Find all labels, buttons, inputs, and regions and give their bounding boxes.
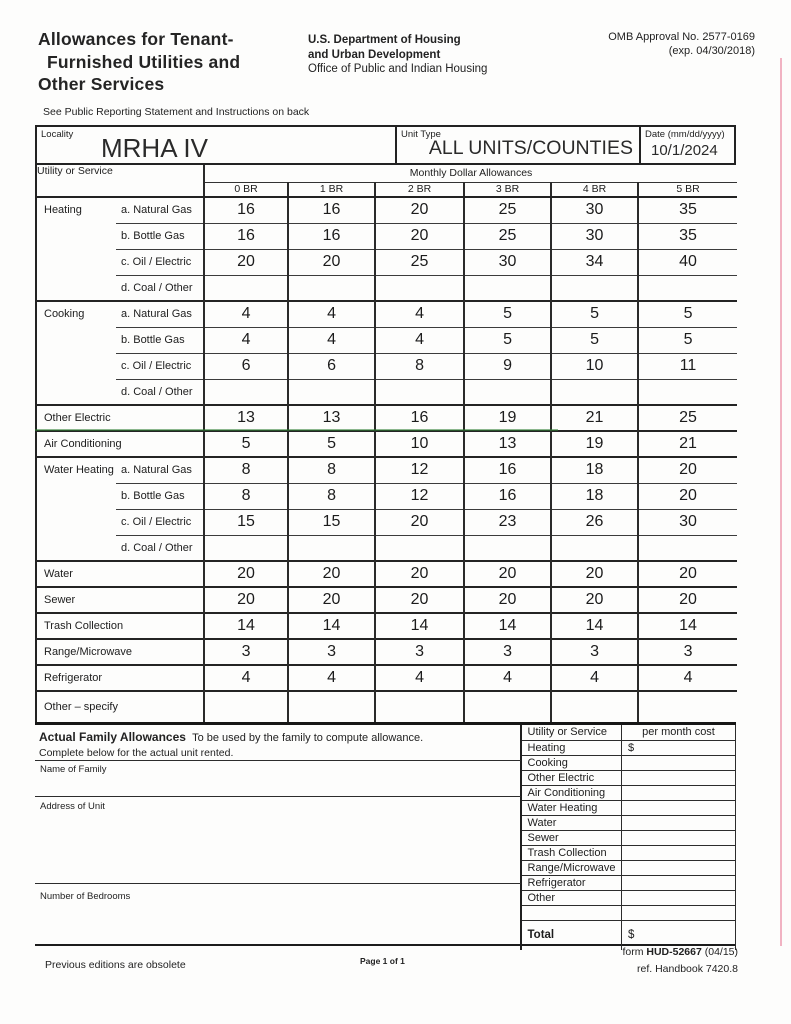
allowance-value-cell: 8: [204, 457, 288, 483]
allowance-value-cell: 23: [464, 509, 551, 535]
utility-category-label: Cooking: [36, 301, 116, 405]
allowance-value-cell: 8: [288, 483, 375, 509]
table-header-band: [36, 165, 737, 182]
allowance-value-cell: [551, 275, 638, 301]
allowance-value-cell: 25: [464, 223, 551, 249]
allowance-row: [36, 223, 737, 249]
allowance-value-cell: [638, 535, 737, 561]
allowance-value-cell: 5: [551, 301, 638, 327]
allowance-value-cell: 4: [288, 665, 375, 691]
page-number: Page 1 of 1: [360, 956, 405, 966]
allowance-value-cell: 15: [288, 509, 375, 535]
allowance-value-cell: 20: [638, 561, 737, 587]
utility-subrow-label: b. Bottle Gas: [116, 327, 204, 353]
allowance-row: [36, 275, 737, 301]
divider: [35, 883, 521, 884]
cost-row-value: [622, 815, 736, 830]
utility-subrow-label: b. Bottle Gas: [116, 223, 204, 249]
utility-subrow-label: d. Coal / Other: [116, 379, 204, 405]
allowance-row: [36, 301, 737, 327]
allowance-value-cell: 3: [288, 639, 375, 665]
allowance-value-cell: 4: [375, 301, 464, 327]
allowance-value-cell: 25: [464, 197, 551, 223]
divider: [35, 796, 521, 797]
cost-row-label: Other: [521, 890, 622, 905]
allowance-row: [36, 587, 737, 613]
allowance-row: [36, 509, 737, 535]
cost-table-header: [521, 725, 736, 740]
cost-row: [521, 890, 736, 905]
actual-allowances-note: To be used by the family to compute allowance.: [192, 732, 424, 744]
allowance-row: [36, 483, 737, 509]
total-value: $: [622, 920, 736, 950]
utility-category-label: Other Electric: [36, 405, 204, 431]
unit-type-field: [395, 127, 639, 163]
actual-family-allowances-section: [35, 722, 736, 946]
allowance-value-cell: 21: [551, 405, 638, 431]
allowance-value-cell: 8: [204, 483, 288, 509]
address-of-unit-label: Address of Unit: [40, 801, 105, 812]
allowance-value-cell: 30: [464, 249, 551, 275]
allowance-value-cell: [638, 379, 737, 405]
allowance-value-cell: 4: [288, 301, 375, 327]
agency-line1: U.S. Department of Housing: [308, 34, 461, 46]
col-header-3br: 3 BR: [464, 182, 551, 197]
allowance-row: [36, 405, 737, 431]
allowance-value-cell: 19: [464, 405, 551, 431]
allowance-value-cell: 4: [638, 665, 737, 691]
allowance-value-cell: 4: [375, 665, 464, 691]
allowance-value-cell: 20: [375, 197, 464, 223]
cost-row: [521, 815, 736, 830]
page-title-line3: Other Services: [38, 74, 165, 94]
allowance-value-cell: [375, 535, 464, 561]
utility-subrow-label: d. Coal / Other: [116, 275, 204, 301]
allowance-value-cell: 30: [551, 197, 638, 223]
scan-artifact-pink-line: [780, 58, 782, 946]
col-header-4br: 4 BR: [551, 182, 638, 197]
agency-line2: and Urban Development: [308, 48, 441, 61]
allowance-value-cell: 16: [288, 197, 375, 223]
agency-block: [308, 33, 487, 77]
allowance-value-cell: 20: [464, 561, 551, 587]
utility-subrow-label: d. Coal / Other: [116, 535, 204, 561]
allowance-value-cell: 14: [204, 613, 288, 639]
cost-row: [521, 830, 736, 845]
allowance-value-cell: 8: [288, 457, 375, 483]
allowance-value-cell: 25: [375, 249, 464, 275]
cost-row-label: Water: [521, 815, 622, 830]
page-title-line2: Furnished Utilities and: [47, 51, 241, 72]
allowance-value-cell: 16: [464, 457, 551, 483]
family-info-area: [35, 725, 520, 944]
allowance-value-cell: [551, 379, 638, 405]
allowance-row: [36, 379, 737, 405]
page-title: [38, 28, 240, 96]
allowance-value-cell: 3: [638, 639, 737, 665]
allowance-value-cell: 16: [288, 223, 375, 249]
locality-label: Locality: [41, 129, 74, 140]
allowance-value-cell: 34: [551, 249, 638, 275]
allowance-value-cell: [464, 535, 551, 561]
allowance-row: [36, 197, 737, 223]
allowance-value-cell: 5: [638, 301, 737, 327]
allowance-value-cell: 16: [204, 197, 288, 223]
cost-row-label: Air Conditioning: [521, 785, 622, 800]
allowance-value-cell: 19: [551, 431, 638, 457]
cost-row-value: [622, 755, 736, 770]
allowance-value-cell: 4: [204, 327, 288, 353]
allowance-value-cell: 4: [464, 665, 551, 691]
allowance-value-cell: [638, 691, 737, 722]
utility-category-label: Trash Collection: [36, 613, 204, 639]
allowance-value-cell: 15: [204, 509, 288, 535]
utility-category-label: Air Conditioning: [36, 431, 204, 457]
handbook-reference: ref. Handbook 7420.8: [637, 963, 738, 975]
omb-approval: [608, 30, 755, 58]
cost-row-value: [622, 770, 736, 785]
cost-row-value: $: [622, 740, 736, 755]
unit-type-value: ALL UNITS/COUNTIES: [428, 137, 633, 159]
allowance-row: [36, 613, 737, 639]
allowance-value-cell: [204, 379, 288, 405]
utility-category-label: Refrigerator: [36, 665, 204, 691]
allowances-table: [35, 165, 737, 722]
per-month-cost-table: [520, 725, 737, 950]
allowance-value-cell: 14: [375, 613, 464, 639]
allowance-value-cell: 25: [638, 405, 737, 431]
allowance-value-cell: 13: [464, 431, 551, 457]
allowance-value-cell: [464, 691, 551, 722]
actual-allowances-title: Actual Family Allowances: [39, 730, 186, 744]
allowance-row: [36, 665, 737, 691]
allowance-value-cell: 13: [204, 405, 288, 431]
monthly-dollar-allowances-header: Monthly Dollar Allowances: [204, 165, 737, 182]
allowance-value-cell: 3: [551, 639, 638, 665]
cost-row-value: [622, 860, 736, 875]
cost-row-value: [622, 785, 736, 800]
allowance-value-cell: 20: [375, 587, 464, 613]
page-title-line1: Allowances for Tenant-: [38, 29, 234, 49]
cost-row: [521, 785, 736, 800]
scan-artifact-green-line: [35, 429, 558, 431]
allowance-value-cell: 6: [288, 353, 375, 379]
allowance-value-cell: 4: [288, 327, 375, 353]
allowance-value-cell: [288, 535, 375, 561]
cost-row-label: [521, 905, 622, 920]
date-value: 10/1/2024: [651, 142, 718, 159]
allowance-value-cell: 4: [204, 665, 288, 691]
cost-row-label: Other Electric: [521, 770, 622, 785]
total-label: Total: [521, 920, 622, 950]
allowance-value-cell: 20: [638, 483, 737, 509]
allowance-value-cell: [288, 275, 375, 301]
utility-or-service-header: Utility or Service: [36, 165, 204, 197]
allowance-value-cell: [204, 275, 288, 301]
allowance-value-cell: 20: [551, 587, 638, 613]
allowance-value-cell: [288, 379, 375, 405]
allowance-value-cell: 3: [375, 639, 464, 665]
allowance-value-cell: 20: [638, 587, 737, 613]
allowance-value-cell: 20: [551, 561, 638, 587]
allowance-value-cell: 14: [551, 613, 638, 639]
utility-subrow-label: a. Natural Gas: [116, 197, 204, 223]
allowance-row: [36, 249, 737, 275]
allowance-value-cell: 6: [204, 353, 288, 379]
date-label: Date (mm/dd/yyyy): [645, 129, 725, 140]
omb-expiration: (exp. 04/30/2018): [668, 45, 755, 57]
allowance-value-cell: 14: [288, 613, 375, 639]
allowance-value-cell: 5: [464, 301, 551, 327]
allowance-value-cell: 20: [375, 561, 464, 587]
allowance-value-cell: 5: [638, 327, 737, 353]
allowance-value-cell: 3: [464, 639, 551, 665]
utility-subrow-label: a. Natural Gas: [116, 457, 204, 483]
allowance-value-cell: 4: [204, 301, 288, 327]
actual-allowances-note2: Complete below for the actual unit rented.: [39, 747, 234, 759]
allowance-row: [36, 457, 737, 483]
allowance-value-cell: 40: [638, 249, 737, 275]
allowance-value-cell: 8: [375, 353, 464, 379]
utility-subrow-label: c. Oil / Electric: [116, 249, 204, 275]
allowance-value-cell: 20: [288, 249, 375, 275]
allowance-value-cell: [375, 379, 464, 405]
allowance-row: [36, 691, 737, 722]
cost-row-value: [622, 845, 736, 860]
cost-row-value: [622, 905, 736, 920]
instruction-note: See Public Reporting Statement and Instructions on back: [43, 106, 310, 118]
col-header-0br: 0 BR: [204, 182, 288, 197]
utility-category-label: Water Heating: [36, 457, 116, 561]
omb-number: OMB Approval No. 2577-0169: [608, 31, 755, 43]
allowance-value-cell: [638, 275, 737, 301]
form-number: form HUD-52667 (04/15): [622, 946, 738, 958]
col-header-1br: 1 BR: [288, 182, 375, 197]
allowance-value-cell: 4: [551, 665, 638, 691]
allowance-value-cell: 10: [551, 353, 638, 379]
allowance-value-cell: 12: [375, 457, 464, 483]
allowance-value-cell: 20: [638, 457, 737, 483]
allowance-value-cell: 5: [204, 431, 288, 457]
utility-subrow-label: c. Oil / Electric: [116, 509, 204, 535]
allowance-value-cell: 20: [204, 587, 288, 613]
allowance-value-cell: 5: [464, 327, 551, 353]
col-header-2br: 2 BR: [375, 182, 464, 197]
allowance-value-cell: [204, 691, 288, 722]
actual-allowances-heading: [39, 730, 423, 744]
cost-row: [521, 860, 736, 875]
allowance-value-cell: 30: [551, 223, 638, 249]
cost-row-value: [622, 830, 736, 845]
allowance-value-cell: 20: [375, 509, 464, 535]
allowance-value-cell: 18: [551, 457, 638, 483]
utility-subrow-label: b. Bottle Gas: [116, 483, 204, 509]
cost-row: [521, 755, 736, 770]
divider: [35, 760, 521, 761]
allowance-value-cell: 4: [375, 327, 464, 353]
form-number-bold: HUD-52667: [646, 946, 702, 958]
allowance-value-cell: 35: [638, 197, 737, 223]
allowance-value-cell: 9: [464, 353, 551, 379]
allowance-value-cell: [288, 691, 375, 722]
allowance-row: [36, 639, 737, 665]
cost-row: [521, 740, 736, 755]
cost-row: [521, 800, 736, 815]
utility-category-label: Range/Microwave: [36, 639, 204, 665]
cost-col2-header: per month cost: [642, 726, 715, 739]
utility-category-label: Water: [36, 561, 204, 587]
allowance-value-cell: 35: [638, 223, 737, 249]
cost-row: [521, 905, 736, 920]
allowance-value-cell: 11: [638, 353, 737, 379]
unit-type-label: Unit Type: [401, 129, 441, 140]
allowance-row: [36, 561, 737, 587]
cost-row: [521, 845, 736, 860]
allowance-value-cell: 5: [288, 431, 375, 457]
allowance-value-cell: 12: [375, 483, 464, 509]
cost-row-label: Trash Collection: [521, 845, 622, 860]
allowance-value-cell: [464, 379, 551, 405]
allowance-value-cell: [551, 691, 638, 722]
allowance-value-cell: 20: [204, 561, 288, 587]
allowance-value-cell: 14: [464, 613, 551, 639]
utility-subrow-label: c. Oil / Electric: [116, 353, 204, 379]
allowance-value-cell: 13: [288, 405, 375, 431]
allowance-value-cell: 30: [638, 509, 737, 535]
cost-row-value: [622, 890, 736, 905]
utility-category-label: Other – specify: [36, 691, 204, 722]
allowance-value-cell: [204, 535, 288, 561]
allowance-value-cell: 20: [288, 587, 375, 613]
cost-row-label: Range/Microwave: [521, 860, 622, 875]
allowance-value-cell: 5: [551, 327, 638, 353]
allowance-value-cell: 20: [375, 223, 464, 249]
allowance-value-cell: 14: [638, 613, 737, 639]
allowance-value-cell: 20: [288, 561, 375, 587]
allowance-value-cell: 21: [638, 431, 737, 457]
allowance-value-cell: 16: [204, 223, 288, 249]
allowance-value-cell: [464, 275, 551, 301]
allowance-value-cell: 10: [375, 431, 464, 457]
allowance-row: [36, 353, 737, 379]
allowance-row: [36, 535, 737, 561]
cost-row-label: Refrigerator: [521, 875, 622, 890]
allowance-value-cell: 20: [464, 587, 551, 613]
allowance-value-cell: 16: [375, 405, 464, 431]
cost-row-label: Sewer: [521, 830, 622, 845]
form-meta-row: [35, 125, 736, 165]
locality-value: MRHA IV: [101, 133, 208, 163]
agency-line3: Office of Public and Indian Housing: [308, 63, 488, 75]
allowance-value-cell: [551, 535, 638, 561]
allowance-value-cell: 26: [551, 509, 638, 535]
cost-col1-header: Utility or Service: [521, 725, 622, 740]
cost-row-value: [622, 875, 736, 890]
name-of-family-label: Name of Family: [40, 764, 107, 775]
allowance-value-cell: [375, 275, 464, 301]
cost-row-label: Water Heating: [521, 800, 622, 815]
cost-row: [521, 770, 736, 785]
allowance-row: [36, 431, 737, 457]
allowance-value-cell: 3: [204, 639, 288, 665]
previous-editions-note: Previous editions are obsolete: [45, 959, 186, 971]
number-of-bedrooms-label: Number of Bedrooms: [40, 891, 131, 902]
cost-row-label: Cooking: [521, 755, 622, 770]
cost-row-value: [622, 800, 736, 815]
cost-row-label: Heating: [521, 740, 622, 755]
col-header-5br: 5 BR: [638, 182, 737, 197]
date-field: [639, 127, 734, 163]
allowance-value-cell: 16: [464, 483, 551, 509]
allowance-value-cell: 20: [204, 249, 288, 275]
utility-category-label: Heating: [36, 197, 116, 301]
locality-field: [37, 127, 395, 163]
utility-subrow-label: a. Natural Gas: [116, 301, 204, 327]
allowance-row: [36, 327, 737, 353]
cost-row: [521, 875, 736, 890]
allowance-value-cell: 18: [551, 483, 638, 509]
utility-category-label: Sewer: [36, 587, 204, 613]
allowance-value-cell: [375, 691, 464, 722]
